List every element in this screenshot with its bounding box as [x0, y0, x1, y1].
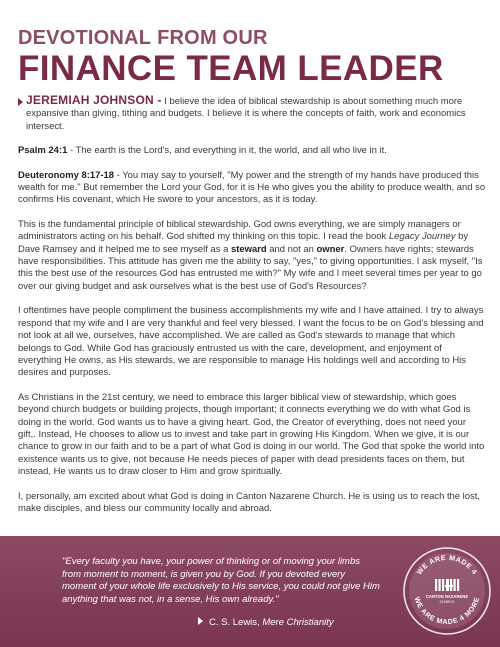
article-body [18, 94, 486, 527]
quote-attribution [198, 617, 334, 629]
blessing-paragraph: I oftentimes have people compliment the business accomplishments my wife and I have attained. I try to always respond that my wife and I are very thankful and feel very blessed. I want the focus to be on God's blessing and not look at all we, ourselves, have accomplished. We are called as God's stewards to manage that which belongs to God. While God has graciously entrusted us with the care, development, and enjoyment of everything He owns, as His stewards, we are responsible to manage His holdings well and according to His desires and purposes. [18, 305, 484, 379]
stewardship-text-a: This is the fundamental principle of biblical stewardship. God owns everything, we are simply managers or administrators acting on his behalf. God shifted my thinking on this topic. I read the book [18, 218, 461, 243]
quote-footer [0, 536, 500, 647]
closing-paragraph: I, personally, am excited about what God is doing in Canton Nazarene Church. He is using us to reach the lost, make disciples, and bless our community locally and abroad. [18, 490, 480, 514]
owner-word: owner [316, 243, 345, 255]
four-logo-icon [435, 579, 459, 591]
psalm-reference: Psalm 24:1 [18, 145, 68, 157]
church-logo-badge [402, 546, 492, 636]
intro-paragraph [18, 94, 486, 133]
psalm-paragraph [18, 145, 486, 157]
eyebrow-from-our: FROM OUR [157, 27, 268, 49]
intro-text: I believe the idea of biblical stewardship is about something much more expansive than giving, tithing and budgets. I believe it is where the concepts of faith, work and economics intersect. [26, 96, 466, 132]
quote-work: Mere Christianity [262, 617, 334, 628]
stewardship-text-b: by Dave Ramsey and it helped me to see myself as a [18, 231, 469, 255]
page-header [18, 28, 488, 88]
badge-church-sub: CHURCH [439, 600, 455, 604]
arrow-right-icon [18, 98, 23, 106]
quote-author: C. S. Lewis, [209, 617, 260, 628]
arrow-right-icon [198, 617, 203, 625]
christians-paragraph: As Christians in the 21st century, we need to embrace this larger biblical view of stewardship, which goes beyond church budgets or building projects, though important; it connects everything we do with what God is doing in the world. God wants us to have a giving heart. God, the Creator of everything, does not need your gift,. Instead, He chooses to allow us to invest and take part in growing His Kingdom. When we give, it is our chance to grow in our faith and to be a part of what God is doing in our world. The God that spoke the world into existence wants us to give, not because He needs pieces of paper with dead presidents faces on them, but instead, He wants us to draw closer to Him and grow spiritually. [18, 391, 485, 478]
stewardship-text-c: and not an [269, 243, 314, 255]
badge-church-name: CANTON NAZARENE [425, 594, 469, 599]
steward-word: steward [230, 243, 267, 255]
deuteronomy-reference: Deuteronomy 8:17-18 [18, 169, 114, 181]
eyebrow-devotional: DEVOTIONAL [18, 27, 152, 49]
header-eyebrow [18, 28, 488, 49]
deuteronomy-paragraph [18, 170, 486, 207]
stewardship-text-d: . Owners have rights; stewards have responsibilities. This attitude has given me the ability to say, "yes," to giving opportunities. I ask myself, "Is this the best use of the resources God has entrusted me with?" My wife and I meet several times per year to go over our giving budget and ask ourselves what is the best use of God's Resources? [18, 243, 483, 292]
page-title: FINANCE TEAM LEADER [18, 49, 444, 88]
badge-top-text: WE ARE MADE 4 [416, 554, 478, 577]
deuteronomy-text: - You may say to yourself, "My power and the strength of my hands have produced this wealth for me." But remember the Lord your God, for it is He who gives you the ability to produce wealth, and so confirms His covenant, which He swore to your ancestors, as it is today. [18, 169, 486, 206]
badge-bottom-text: WE ARE MADE 4 MORE [412, 596, 482, 627]
book-title: Legacy Journey [388, 231, 456, 243]
stewardship-paragraph [18, 219, 486, 293]
lewis-quote: "Every faculty you have, your power of thinking or of moving your limbs from moment to moment, is given you by God. If you devoted every moment of your whole life exclusively to His service, you could not give Him anything that was not, in a sense, His own already." [62, 556, 380, 605]
author-name: JEREMIAH JOHNSON - [26, 93, 162, 107]
psalm-text: - The earth is the Lord's, and everything in it, the world, and all who live in it. [69, 145, 387, 157]
